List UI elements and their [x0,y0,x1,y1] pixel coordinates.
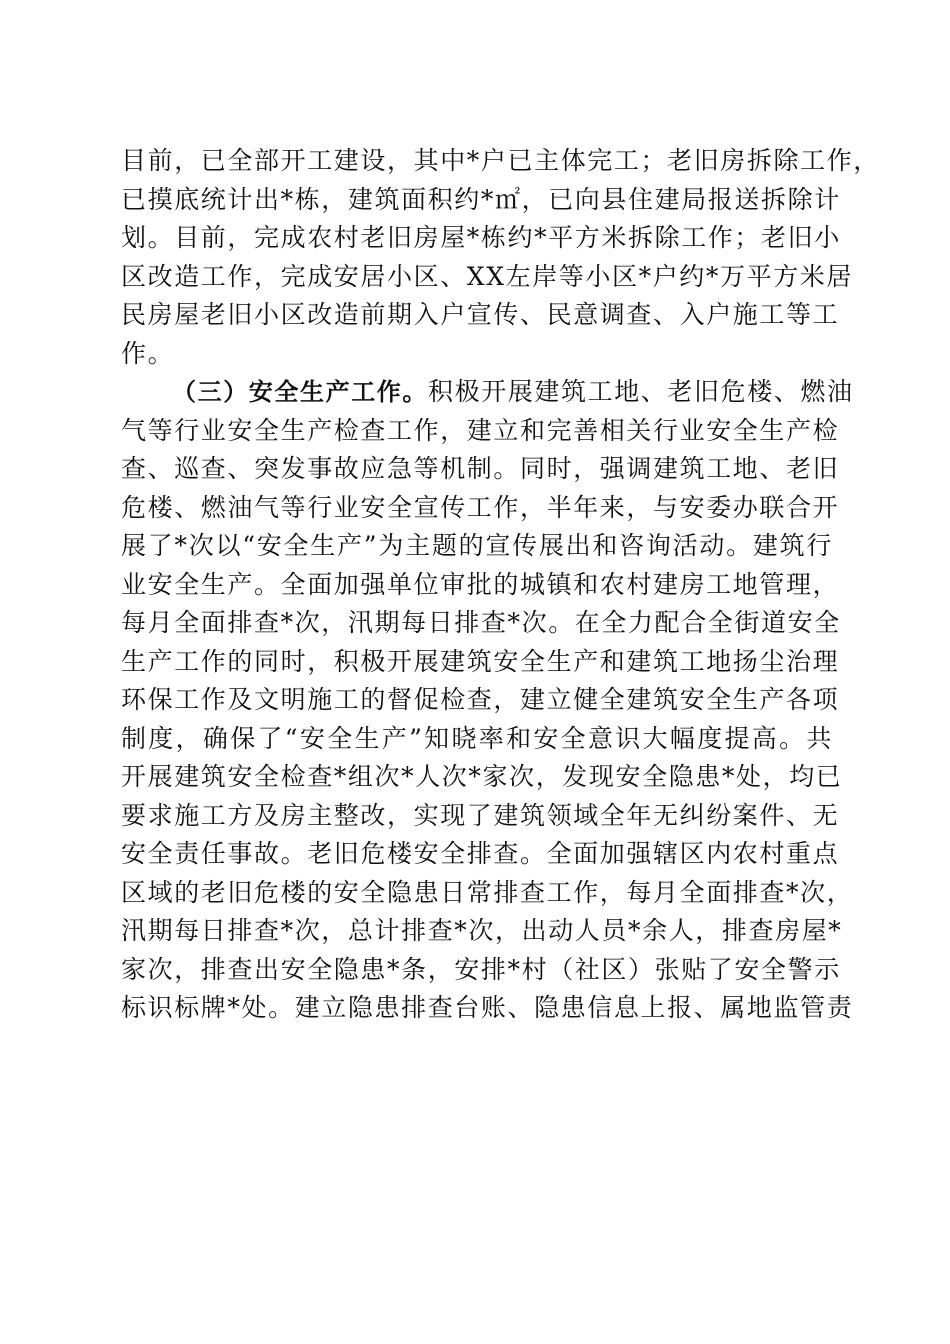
paragraph-safety-production [121,373,854,1028]
paragraph-housing-renovation [121,142,880,373]
text-line: 民房屋老旧小区改造前期入户宣传、民意调查、入户施工等工 [121,300,840,329]
text-line: 展了*次以“安全生产”为主题的宣传展出和咨询活动。建筑行 [121,531,833,560]
text-line: 作。 [121,338,175,368]
text-line: 家次，排查出安全隐患*条，安排*村（社区）张贴了安全警示 [121,954,841,984]
text-line: 环保工作及文明施工的督促检查，建立健全建筑安全生产各项 [121,685,840,714]
text-line: 已摸底统计出*栋，建筑面积约*㎡，已向县住建局报送拆除计 [121,184,841,214]
text-line: 每月全面排查*次，汛期每日排查*次。在全力配合全街道安全 [121,608,841,637]
document-body [121,142,880,1028]
text-line: 区改造工作，完成安居小区、XX左岸等小区*户约*万平方米居 [121,261,853,291]
text-line: 标识标牌*处。建立隐患排查台账、隐患信息上报、属地监管责 [121,993,854,1022]
text-line: 查、巡查、突发事故应急等机制。同时，强调建筑工地、老旧 [121,454,840,483]
text-line: 目前，已全部开工建设，其中*户已主体完工；老旧房拆除工作， [121,146,880,175]
text-line: 业安全生产。全面加强单位审批的城镇和农村建房工地管理， [121,569,840,599]
text-line: 开展建筑安全检查*组次*人次*家次，发现安全隐患*处，均已 [121,762,843,791]
text-line: 制度，确保了“安全生产”知晓率和安全意识大幅度提高。共 [121,723,833,753]
text-line: 要求施工方及房主整改，实现了建筑领域全年无纠纷案件、无 [121,800,840,830]
text-run: 积极开展建筑工地、老旧危楼、燃油 [428,377,854,406]
text-line: 气等行业安全生产检查工作，建立和完善相关行业安全生产检 [121,415,840,445]
text-line: 生产工作的同时，积极开展建筑安全生产和建筑工地扬尘治理 [121,646,840,676]
text-line: 划。目前，完成农村老旧房屋*栋约*平方米拆除工作；老旧小 [121,223,841,252]
text-line: 危楼、燃油气等行业安全宣传工作，半年来，与安委办联合开 [121,492,840,522]
text-line: 汛期每日排查*次，总计排查*次，出动人员*余人，排查房屋* [121,916,843,945]
section-heading: （三）安全生产工作。 [172,378,428,406]
text-line: 区域的老旧危楼的安全隐患日常排查工作，每月全面排查*次， [121,877,854,907]
text-line: 安全责任事故。老旧危楼安全排查。全面加强辖区内农村重点 [121,839,840,868]
paragraph-first-line [121,373,854,412]
